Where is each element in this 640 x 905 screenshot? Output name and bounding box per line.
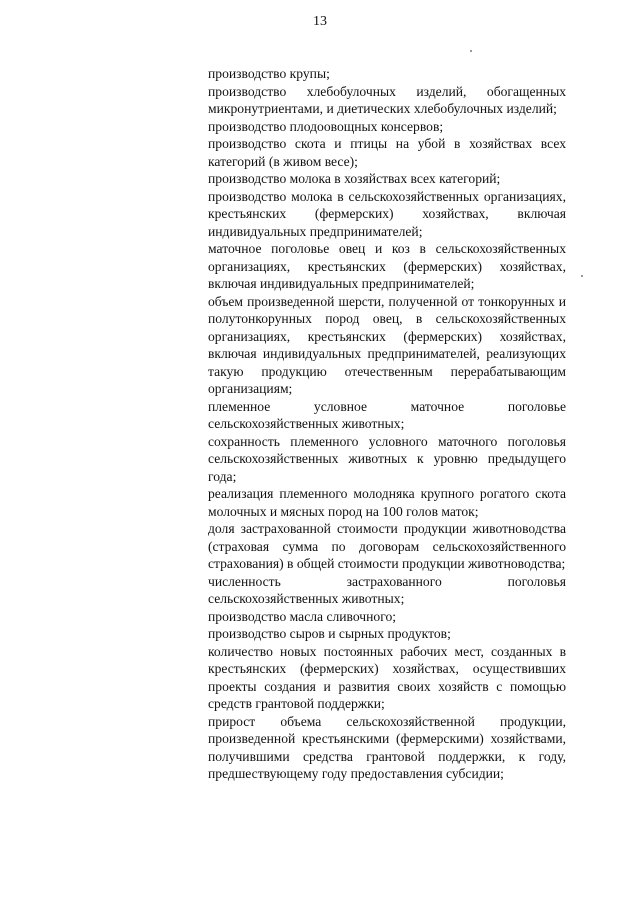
list-item: производство молока в сельскохозяйственных организациях, крестьянских (фермерских) хозяйствах, включая индивидуальных предпринимателей;: [208, 188, 566, 239]
list-item: сохранность племенного условного маточного поголовья сельскохозяйственных животных к уровню предыдущего года;: [208, 433, 566, 484]
list-item: производство молока в хозяйствах всех категорий;: [208, 171, 501, 186]
scan-speck: [581, 275, 583, 277]
list-item: количество новых постоянных рабочих мест, созданных в крестьянских (фермерских) хозяйствах, осуществивших проекты создания и развития своих хозяйств с помощью средств грантовой поддержки;: [208, 643, 566, 711]
scan-speck: [470, 50, 472, 52]
list-item: численность застрахованного поголовья сельскохозяйственных животных;: [208, 573, 566, 606]
list-item: производство масла сливочного;: [208, 608, 397, 624]
list-item: реализация племенного молодняка крупного рогатого скота молочных и мясных пород на 100 голов маток;: [208, 486, 566, 519]
indicator-list: [208, 65, 566, 783]
list-item: производство сыров и сырных продуктов;: [208, 626, 451, 641]
list-item: производство скота и птицы на убой в хозяйствах всех категорий (в живом весе);: [208, 136, 566, 169]
list-item: производство крупы;: [208, 66, 330, 81]
list-item: объем произведенной шерсти, полученной от тонкорунных и полутонкорунных пород овец, в сельскохозяйственных организациях, крестьянских (фермерских) хозяйствах, включая индивидуальных предпринимателей, реализующих такую продукцию отечественным перерабатывающим организациям;: [208, 293, 566, 396]
list-item: производство плодоовощных консервов;: [208, 118, 444, 134]
list-item: прирост объема сельскохозяйственной продукции, произведенной крестьянскими (фермерскими) хозяйствами, получившими средства грантовой поддержки, к году, предшествующему году предоставления субсидии;: [208, 713, 566, 781]
list-item: племенное условное маточное поголовье сельскохозяйственных животных;: [208, 398, 566, 431]
list-item: производство хлебобулочных изделий, обогащенных микронутриентами, и диетических хлебобулочных изделий;: [208, 83, 566, 116]
list-item: доля застрахованной стоимости продукции животноводства (страховая сумма по договорам сельскохозяйственного страхования) в общей стоимости продукции животноводства;: [208, 521, 566, 571]
list-item: маточное поголовье овец и коз в сельскохозяйственных организациях, крестьянских (фермерских) хозяйствах, включая индивидуальных предпринимателей;: [208, 241, 566, 291]
page-number: 13: [313, 14, 327, 29]
